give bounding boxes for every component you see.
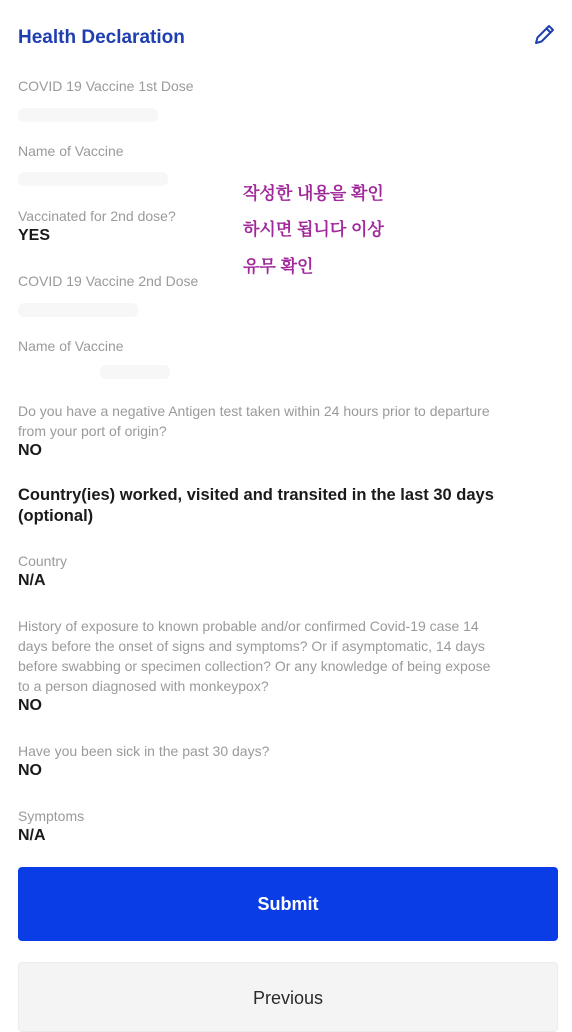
annotation-line-3: 유무 확인 [243, 257, 314, 276]
antigen-value: NO [18, 442, 42, 459]
sick-value: NO [18, 762, 42, 779]
submit-button[interactable]: Submit [18, 867, 558, 941]
symptoms-label: Symptoms [18, 808, 85, 824]
exposure-label-line1: History of exposure to known probable and/or confirmed Covid-19 case 14 [18, 618, 479, 634]
annotation-line-2: 하시면 됩니다 이상 [243, 220, 384, 239]
redacted-value [18, 108, 158, 122]
exposure-label-line3: before swabbing or specimen collection? Or any knowledge of being expose [18, 658, 491, 674]
section-heading [18, 485, 548, 527]
antigen-label-line2: from your port of origin? [18, 423, 167, 439]
symptoms-value: N/A [18, 827, 46, 844]
redacted-value [18, 303, 138, 317]
redacted-value [18, 172, 168, 186]
annotation-line-1: 작성한 내용을 확인 [243, 184, 384, 203]
country-label: Country [18, 553, 68, 569]
exposure-value: NO [18, 697, 42, 714]
dose1-label: COVID 19 Vaccine 1st Dose [18, 78, 194, 94]
dose2-label: COVID 19 Vaccine 2nd Dose [18, 273, 199, 289]
previous-button[interactable]: Previous [18, 962, 558, 1032]
section-heading-line2: (optional) [18, 507, 94, 525]
pencil-icon[interactable] [531, 22, 557, 48]
country-value: N/A [18, 572, 46, 589]
redacted-value [100, 365, 170, 379]
exposure-label-line2: days before the onset of signs and symptoms? Or if asymptomatic, 14 days [18, 638, 485, 654]
vaccine2-label: Name of Vaccine [18, 338, 124, 354]
page-title: Health Declaration [18, 27, 185, 48]
second-dose-label: Vaccinated for 2nd dose? [18, 208, 176, 224]
exposure-label-line4: to a person diagnosed with monkeypox? [18, 678, 269, 694]
second-dose-value: YES [18, 227, 51, 244]
vaccine1-label: Name of Vaccine [18, 143, 124, 159]
section-heading-line1: Country(ies) worked, visited and transited in the last 30 days [18, 486, 494, 504]
sick-label: Have you been sick in the past 30 days? [18, 743, 270, 759]
antigen-label-line1: Do you have a negative Antigen test taken within 24 hours prior to departure [18, 403, 490, 419]
